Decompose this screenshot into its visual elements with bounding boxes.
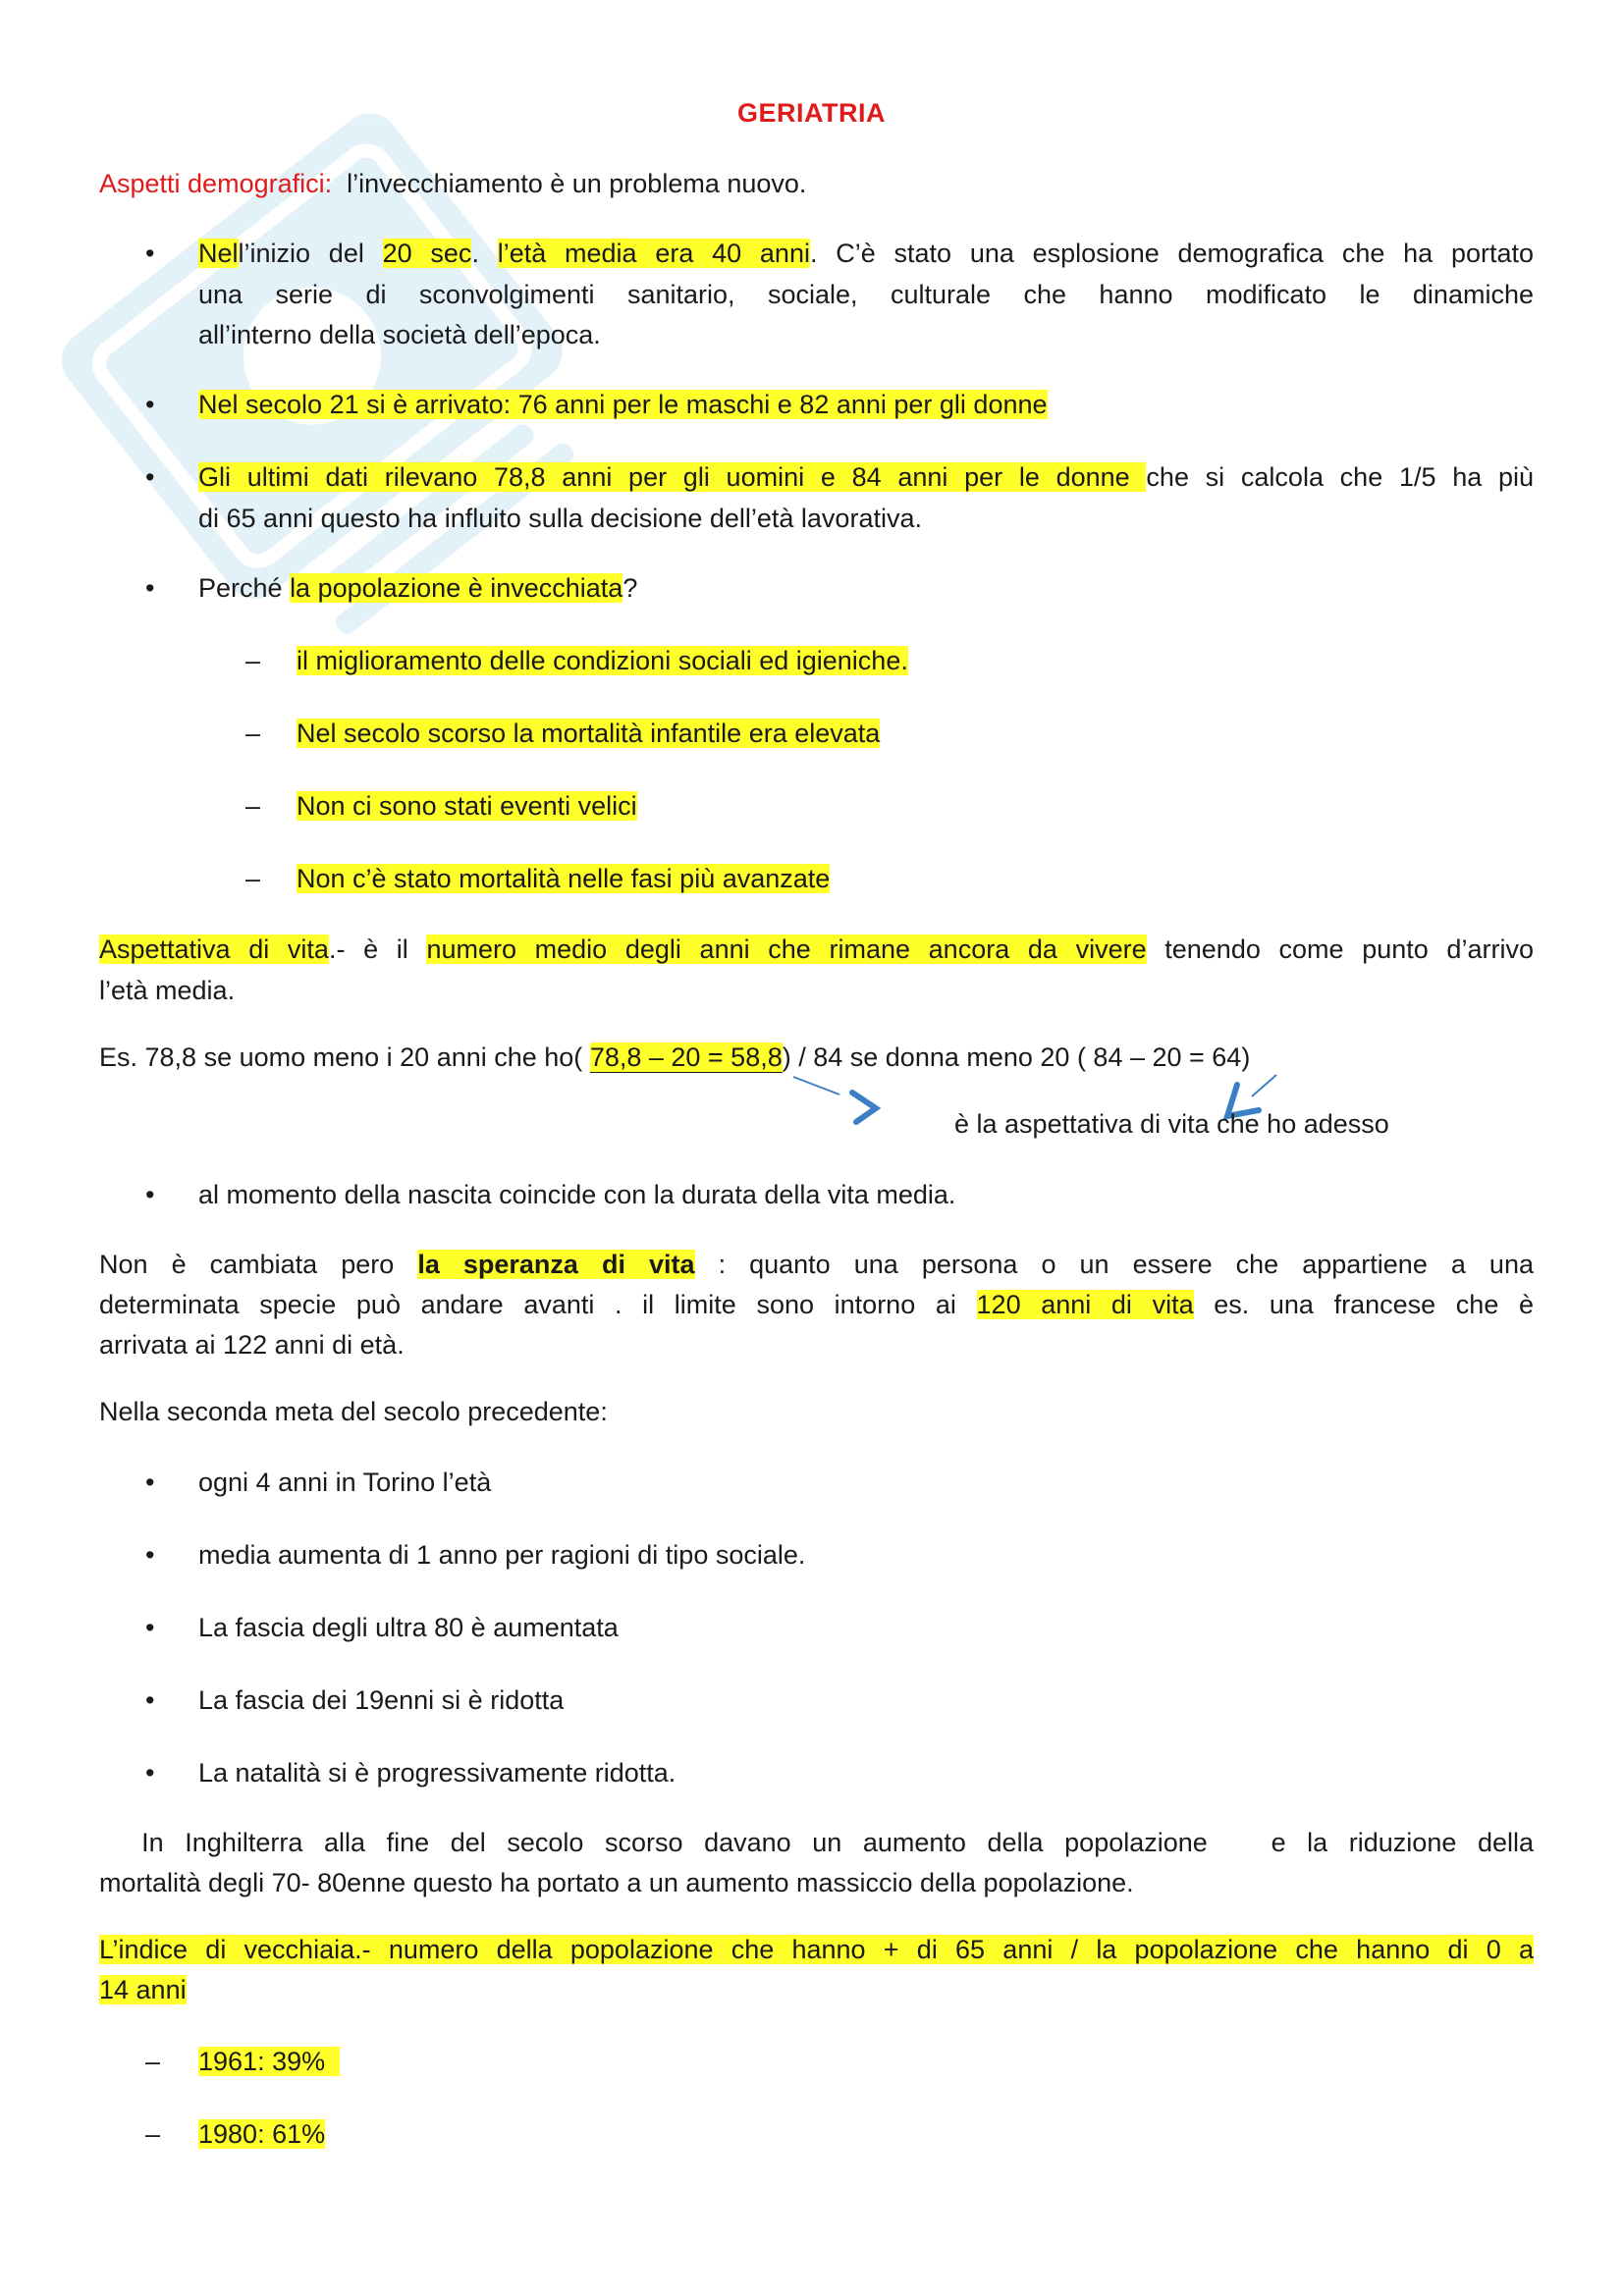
list-item: La natalità si è progressivamente ridotta. <box>198 1758 676 1788</box>
highlight: Nel <box>198 239 239 268</box>
bullet3-line2: di 65 anni questo ha influito sulla decisione dell’età lavorativa. <box>198 504 922 533</box>
bullet-glyph: • <box>145 1540 155 1570</box>
highlight: 20 sec <box>382 239 472 268</box>
text: . C’è stato una esplosione demografica che ha portato <box>809 239 1534 268</box>
seconda-line: Nella seconda meta del secolo precedente: <box>99 1397 608 1426</box>
speranza-line3: arrivata ai 122 anni di età. <box>99 1330 405 1360</box>
highlight: Aspettativa di vita <box>99 934 329 964</box>
text: ? <box>622 573 638 603</box>
highlight: la speranza di vita <box>417 1250 695 1279</box>
indice-line2 <box>99 1970 187 2010</box>
bullet-glyph: • <box>145 390 155 419</box>
reason-item <box>297 786 637 827</box>
bullet1-line2: una serie di sconvolgimenti sanitario, sociale, culturale che hanno modificato le dinamiche <box>198 280 1534 309</box>
highlight: 120 anni di vita <box>976 1290 1194 1319</box>
aspettativa-line2: l’età media. <box>99 976 236 1005</box>
text: l’inizio del <box>238 239 383 268</box>
text: ) / 84 se donna meno 20 ( 84 – 20 = 64) <box>782 1042 1251 1072</box>
document-title: GERIATRIA <box>737 98 886 128</box>
reason-item <box>297 859 830 899</box>
reason-item <box>297 641 908 681</box>
inghilterra-line1: In Inghilterra alla fine del secolo scorso davano un aumento della popolazione e la riduzione della <box>99 1828 1534 1857</box>
text: che si calcola che 1/5 ha più <box>1146 462 1535 492</box>
highlight: l’età media era 40 anni <box>497 239 810 268</box>
dash-glyph: – <box>245 646 261 675</box>
highlight: 1980: 61% <box>198 2119 326 2149</box>
bullet-glyph: • <box>145 1613 155 1642</box>
intro-line <box>99 164 806 204</box>
highlight: la popolazione è invecchiata <box>290 573 623 603</box>
bullet-glyph: • <box>145 1758 155 1788</box>
list-item: ogni 4 anni in Torino l’età <box>198 1468 492 1497</box>
text: tenendo come punto d’arrivo <box>1146 934 1534 964</box>
reason-item <box>297 714 880 754</box>
indice-value <box>198 2042 340 2082</box>
highlight: Nel secolo scorso la mortalità infantile era elevata <box>297 719 881 748</box>
highlight: Gli ultimi dati rilevano 78,8 anni per gli uomini e 84 anni per le donne <box>198 462 1147 492</box>
text: : quanto una persona o un essere che appartiene a una <box>694 1250 1534 1279</box>
indice-line1 <box>99 1930 1534 1970</box>
text: . <box>471 239 498 268</box>
highlight: Non c’è stato mortalità nelle fasi più avanzate <box>297 864 831 893</box>
dash-glyph: – <box>145 2119 161 2149</box>
highlight: il miglioramento delle condizioni sociali ed igieniche. <box>297 646 908 675</box>
example-note: è la aspettativa di vita che ho adesso <box>954 1109 1389 1139</box>
bullet5-line: al momento della nascita coincide con la durata della vita media. <box>198 1180 956 1209</box>
highlight: L’indice di vecchiaia.- numero della popolazione che hanno + di 65 anni / la popolazione che hanno di 0 a <box>99 1935 1534 1964</box>
dash-glyph: – <box>245 719 261 748</box>
highlight: Nel secolo 21 si è arrivato: 76 anni per le maschi e 82 anni per gli donne <box>198 390 1048 419</box>
text: es. una francese che è <box>1193 1290 1534 1319</box>
bullet4-line <box>198 568 637 609</box>
bullet3-line1 <box>198 457 1534 498</box>
indice-value <box>198 2114 325 2155</box>
bullet-glyph: • <box>145 462 155 492</box>
highlight: 78,8 – 20 = 58,8 <box>589 1042 783 1072</box>
speranza-line1 <box>99 1245 1534 1285</box>
bullet-glyph: • <box>145 573 155 603</box>
intro-text: l’invecchiamento è un problema nuovo. <box>347 169 807 198</box>
list-item: media aumenta di 1 anno per ragioni di tipo sociale. <box>198 1540 806 1570</box>
list-item: La fascia dei 19enni si è ridotta <box>198 1685 565 1715</box>
text: .- è il <box>328 934 427 964</box>
text: Non è cambiata pero <box>99 1250 418 1279</box>
bullet1-line3: all’interno della società dell’epoca. <box>198 320 601 349</box>
highlight: 14 anni <box>99 1975 187 2004</box>
highlight: numero medio degli anni che rimane ancora da vivere <box>426 934 1147 964</box>
bullet-glyph: • <box>145 1685 155 1715</box>
dash-glyph: – <box>145 2047 161 2076</box>
aspettativa-line1 <box>99 930 1534 970</box>
speranza-line2 <box>99 1285 1534 1325</box>
inghilterra-line2: mortalità degli 70- 80enne questo ha portato a un aumento massiccio della popolazione. <box>99 1868 1134 1897</box>
text: determinata specie può andare avanti . il limite sono intorno ai <box>99 1290 977 1319</box>
highlight: 1961: 39% <box>198 2047 341 2076</box>
bullet-glyph: • <box>145 1468 155 1497</box>
list-item: La fascia degli ultra 80 è aumentata <box>198 1613 619 1642</box>
text: Perché <box>198 573 291 603</box>
text: Es. 78,8 se uomo meno i 20 anni che ho( <box>99 1042 590 1072</box>
highlight: Non ci sono stati eventi velici <box>297 791 637 821</box>
bullet-glyph: • <box>145 239 155 268</box>
dash-glyph: – <box>245 791 261 821</box>
intro-label: Aspetti demografici: <box>99 169 333 198</box>
bullet-glyph: • <box>145 1180 155 1209</box>
dash-glyph: – <box>245 864 261 893</box>
bullet1-line1 <box>198 234 1534 274</box>
bullet2-line <box>198 385 1048 425</box>
